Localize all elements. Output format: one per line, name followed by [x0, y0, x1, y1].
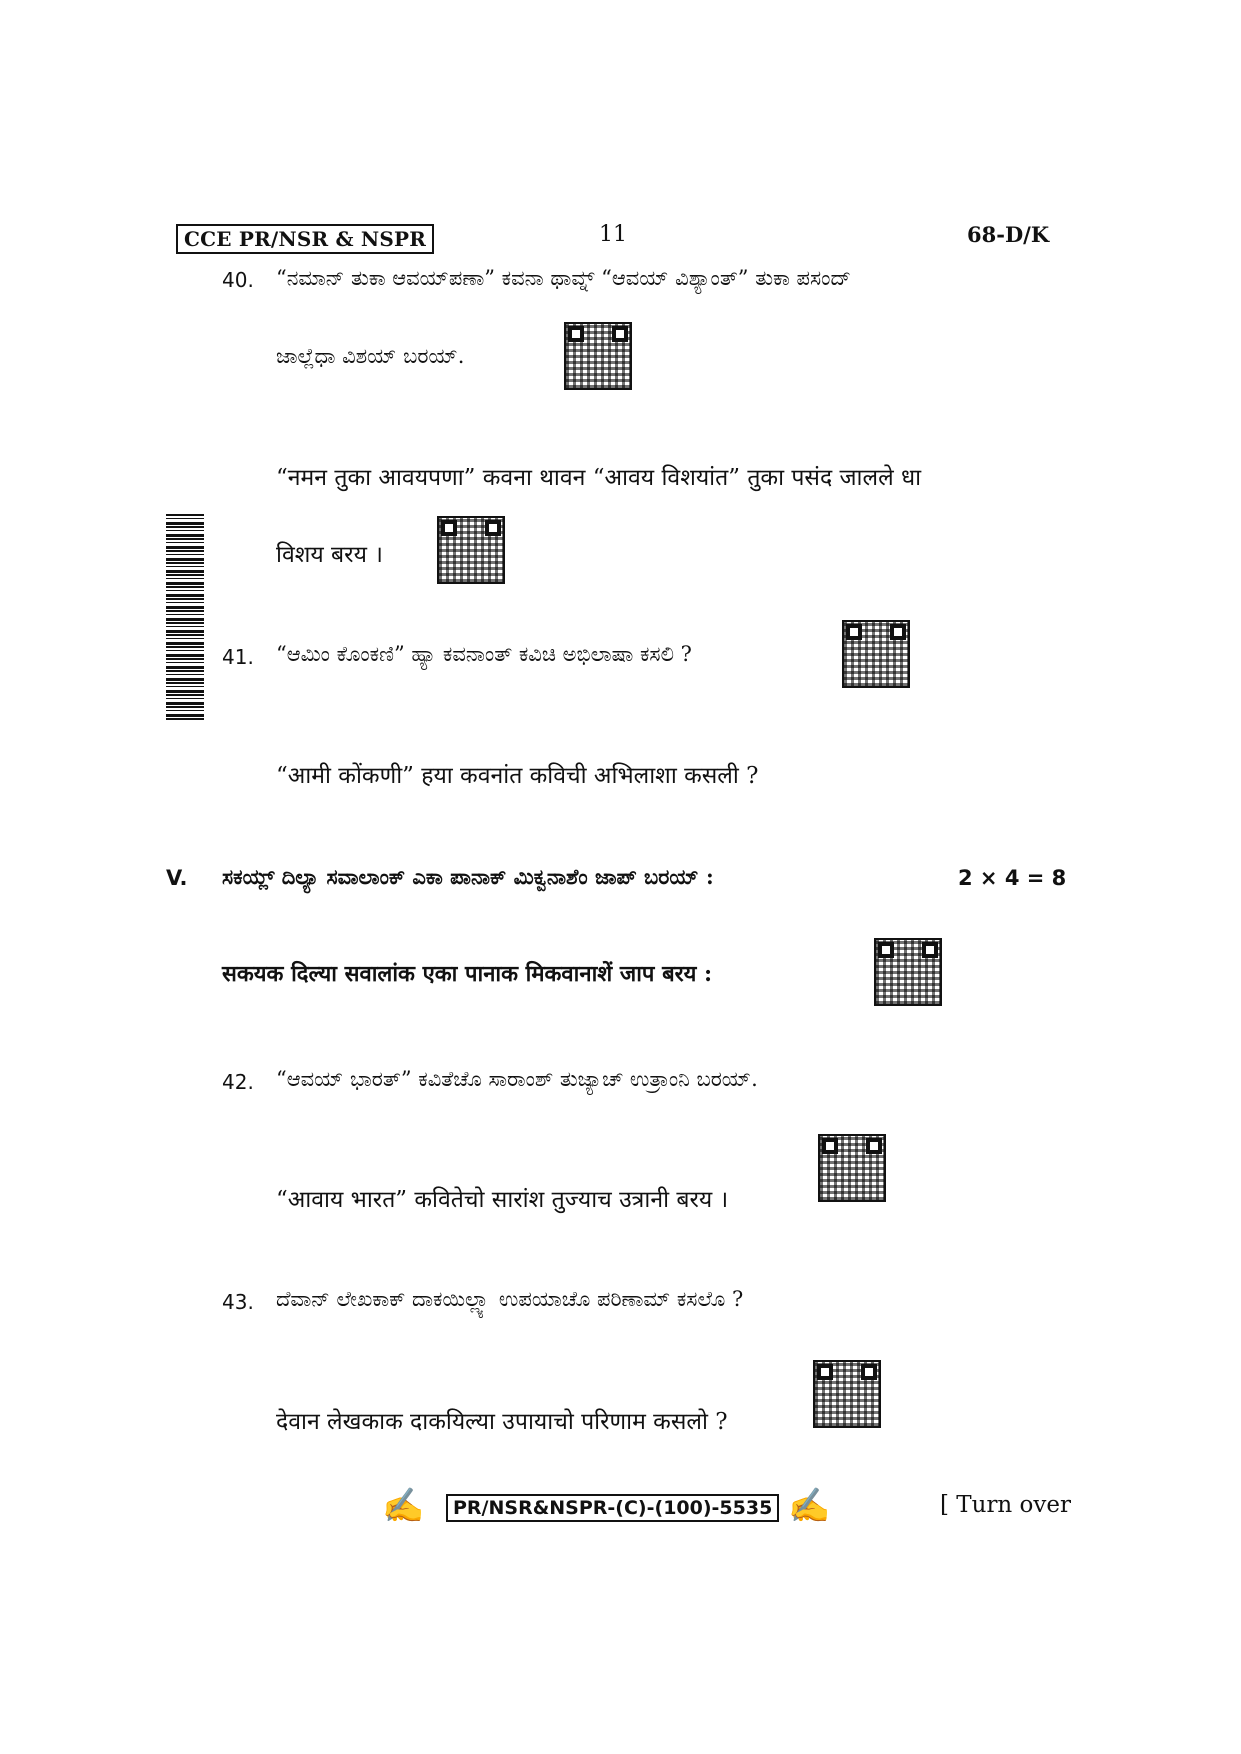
qr-code-icon	[818, 1134, 886, 1202]
qr-code-icon	[564, 322, 632, 390]
q41-number: 41.	[222, 645, 254, 669]
qr-code-icon	[813, 1360, 881, 1428]
q43-kannada: ದೆವಾನ್ ಲೇಖಕಾಕ್ ದಾಕಯಿಲ್ಲ್ಯಾ ಉಪಯಾಚೊ ಪರಿಣಾಮ್ ಕಸಲೊ ?	[276, 1287, 744, 1311]
pen-icon: ✍	[382, 1486, 425, 1526]
qr-code-icon	[874, 938, 942, 1006]
turn-over: [ Turn over	[940, 1492, 1072, 1518]
q40-number: 40.	[222, 268, 254, 292]
pen-icon: ✍	[788, 1486, 831, 1526]
q40-kannada-line1: “ನಮಾನ್ ತುಕಾ ಆವಯ್‌ಪಣಾ” ಕವನಾ ಥಾವ್ನ್ “ಆವಯ್ ವಿಶ್ಯಾಂತ್” ತುಕಾ ಪಸಂದ್	[276, 266, 851, 290]
footer-code: PR/NSR&NSPR-(C)-(100)-5535	[446, 1494, 779, 1522]
q42-kannada: “ಆವಯ್ ಭಾರತ್” ಕವಿತೆಚೊ ಸಾರಾಂಶ್ ತುಜ್ಯಾಚ್ ಉತ್ರಾಂನಿ ಬರಯ್.	[276, 1067, 758, 1091]
q42-number: 42.	[222, 1070, 254, 1094]
section-v-marks: 2 × 4 = 8	[958, 866, 1067, 890]
q43-number: 43.	[222, 1290, 254, 1314]
section-v-devanagari-instruction: सकयक दिल्या सवालांक एका पानाक मिकवानाशें जाप बरय :	[222, 961, 713, 987]
q41-kannada: “ಆಮಿಂ ಕೊಂಕಣಿ” ಹ್ಯಾ ಕವನಾಂತ್ ಕವಿಚಿ ಅಭಿಲಾಷಾ ಕಸಲಿ ?	[276, 642, 692, 666]
qr-code-icon	[842, 620, 910, 688]
paper-code: 68-D/K	[967, 222, 1050, 247]
q41-devanagari: “आमी कोंकणी” हया कवनांत कविची अभिलाशा कसली ?	[276, 763, 759, 789]
section-v-kannada-instruction: ಸಕಯ್ಲ್ ದಿಲ್ಯಾ ಸವಾಲಾಂಕ್ ಎಕಾ ಪಾನಾಕ್ ಮಿಕ್ವನಾಶೆಂ ಜಾಪ್ ಬರಯ್ :	[222, 864, 714, 889]
q40-devanagari-line1: “नमन तुका आवयपणा” कवना थावन “आवय विशयांत” तुका पसंद जालले धा	[276, 465, 922, 491]
barcode-icon	[166, 514, 204, 720]
q40-devanagari-line2: विशय बरय ।	[276, 542, 383, 568]
q40-kannada-line2: ಜಾಲ್ಲೆಧಾ ವಿಶಯ್ ಬರಯ್.	[276, 344, 465, 368]
q43-devanagari: देवान लेखकाक दाकयिल्या उपायाचो परिणाम कसलो ?	[276, 1409, 728, 1435]
section-roman: V.	[166, 866, 188, 890]
exam-code: CCE PR/NSR & NSPR	[176, 224, 434, 254]
q42-devanagari: “आवाय भारत” कवितेचो सारांश तुज्याच उत्रानी बरय ।	[276, 1187, 729, 1213]
qr-code-icon	[437, 516, 505, 584]
page-number: 11	[599, 222, 627, 247]
